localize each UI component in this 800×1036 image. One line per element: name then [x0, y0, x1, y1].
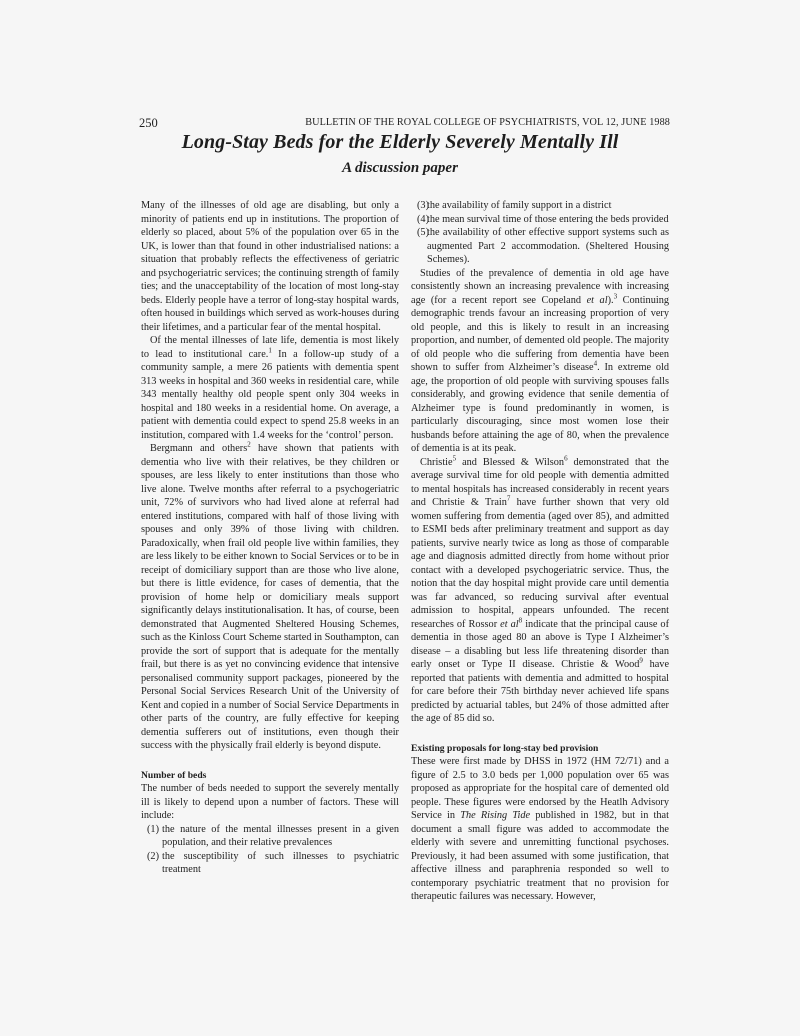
page-number: 250 — [139, 116, 158, 130]
paragraph: Many of the illnesses of old age are disabling, but only a minority of patients end up in institutions. The proportion of elderly so placed, about 5% of the population over 65 in the UK, is lower than that found in other industrialised nations: a situation that probably reflects the effectiveness of geriatric and psychogeriatric services; the continuing strength of family ties; and the unacceptability of the location of most long-stay beds. Elderly people have a terror of long-stay hospital wards, often housed in buildings which served as work-houses during their lifetimes, and a particular fear of the mental hospital. — [141, 200, 399, 333]
reference-marker: 4 — [593, 359, 598, 368]
left-column — [141, 199, 399, 877]
paragraph: Of the mental illnesses of late life, dementia is most likely to lead to institutional care.$^1$ In a follow-up study of a community sample, a mere 26 patients with dementia spent 313 weeks in hospital and 360 weeks in residential care, while 343 mentally healthy old people spent only 304 weeks in hospital and 180 weeks in a residential home. On average, a patient with dementia could expect to spend 25.8 weeks in an institution, compared with 1.4 weeks for the ‘control’ person. — [141, 335, 399, 441]
article-title: Long-Stay Beds for the Elderly Severely Mentally Ill — [181, 131, 619, 153]
reference-marker: 3 — [613, 292, 618, 301]
list-item: (1) the nature of the mental illnesses present in a given population, and their relative prevalences — [147, 823, 399, 848]
list-item: (5) the availability of other effective support systems such as augmented Part 2 accommodation. (Sheltered Housing Schemes). — [417, 227, 669, 265]
factor-list — [411, 199, 669, 267]
right-column — [411, 199, 669, 904]
reference-marker: 1 — [268, 346, 272, 355]
paragraph: Christie$^5$ and Blessed & Wilson$^6$ demonstrated that the average survival time for old people with dementia admitted to mental hospitals has increased considerably in recent years and Christie & Train$^7$ have further shown that very old women suffering from dementia (aged over 85), and admitted to ESMI beds after preliminary treatment and support as day patients, survive nearly twice as long as those of comparable age and diagnosis admitted directly from home without prior contact with a developed psychogeriatric service. Thus, the notion that the day hospital might provide care until dementia was far advanced, so reducing survival after eventual admission to hospital, appears unfounded. The recent researches of Rossor et $al^8$ indicate that the principal cause of dementia in those aged 80 an above is Type I Alzheimer’s disease – a disabling but less life threatening disorder than early onset or Type II disease. Christie & Wood$^9$ have reported that patients with dementia and admitted to hospital for care before their 75th birthday never achieved life spans predicted by actuarial tables, but 24% of those admitted after the age of 85 did so. — [411, 454, 670, 724]
reference-marker: 7 — [506, 494, 511, 503]
factor-list — [141, 823, 399, 877]
reference-marker: 5 — [452, 454, 457, 463]
list-item: (3) the availability of family support in a district — [417, 200, 612, 211]
reference-marker: 6 — [564, 454, 568, 463]
section-heading: Existing proposals for long-stay bed provision — [411, 742, 599, 754]
paragraph: Bergmann and others$^2$ have shown that patients with dementia who live with their relatives, be they children or spouses, are less likely to enter institutions than those who live alone. Twelve months after referral to a psychogeriatric unit, 72% of survivors who had lived alone at referral had entered institutions, compared with half of those living with spouses and only 39% of those living with children. Paradoxically, when frail old people live within families, they are less likely to be either known to Social Services or to be in receipt of domiciliary support than are those who live alone, but there is little evidence, for cases of dementia, that the provision of home help or domiciliary meals support significantly delays institutionalisation. It has, of course, been demonstrated that Augmented Sheltered Housing Schemes, such as the Kinloss Court Scheme started in Southampton, can provide the sort of support that is adequate for the mentally frail, but there is as yet no convincing evidence that intensive personalised community support packages, pioneered by the Personal Social Services Research Unit of the University of Kent and copied in a number of Social Service Departments in other parts of the country, are fully effective for keeping dementia sufferers out of institutions, even though their success with the physically frail elderly is beyond dispute. — [141, 440, 399, 751]
section-heading: Number of beds — [141, 769, 207, 781]
page-header — [139, 116, 670, 132]
reference-marker: 2 — [247, 440, 251, 449]
paragraph: Studies of the prevalence of dementia in old age have consistently shown an increasing prevalence with increasing age (for a recent report see Copeland et al).$^3$ Continuing demographic trends favour an increasing proportion of very old people, and this is likely to result in an increasing proportion, and number, of demented old people. The majority of old people who die suffering from dementia have been shown to suffer from Alzheimer’s disease$^4$. In extreme old age, the proportion of old people with surviving spouses falls considerably, and growing evidence that senile dementia of Alzheimer type is found predominantly in women, is particularly discouraging, since most women lose their husbands before attaining the age of 80, when the prevalence of dementia is at its peak. — [411, 267, 669, 454]
list-item: (4) the mean survival time of those entering the beds provided — [417, 213, 669, 225]
list-item: (2) the susceptibility of such illnesses to psychiatric treatment — [147, 850, 399, 875]
reference-marker: 8 — [518, 616, 523, 625]
paragraph: These were first made by DHSS in 1972 (HM 72/71) and a figure of 2.5 to 3.0 beds per 1,000 population over 65 was proposed as appropriate for the hospital care of demented old people. These figures were endorsed by the Heatlh Advisory Service in The Rising Tide published in 1982, but in that document a small figure was added to accommodate the elderly with severe and unremitting functional psychoses. Previously, it had been assumed with some justification, that affective illness and paraphrenia responded so well to contemporary psychiatric treatment that no provision for therapeutic failures was necessary. However, — [411, 756, 669, 902]
running-head: BULLETIN OF THE ROYAL COLLEGE OF PSYCHIATRISTS, VOL 12, JUNE 1988 — [305, 117, 670, 128]
paragraph: The number of beds needed to support the severely mentally ill is likely to depend upon a number of factors. These will include: — [141, 783, 399, 821]
reference-marker: 9 — [639, 656, 643, 665]
article-subtitle: A discussion paper — [342, 160, 458, 176]
